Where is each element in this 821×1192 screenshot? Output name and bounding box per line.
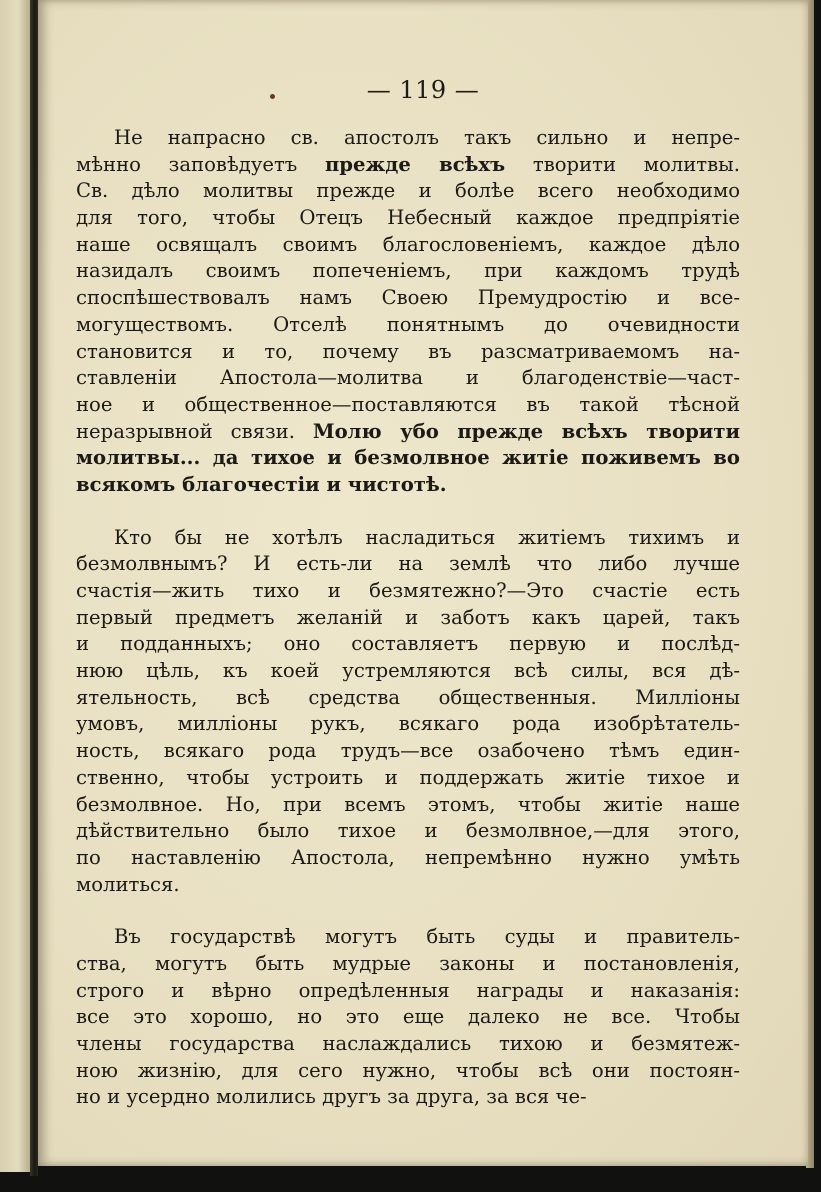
text-segment: для того, чтобы Отецъ Небесный каждое предпріятіе [76, 206, 740, 230]
text-segment: споспѣшествовалъ намъ Своею Премудростію и все- [76, 286, 740, 310]
text-segment: все это хорошо, но это еще далеко не все. Чтобы [76, 1005, 740, 1029]
text-segment: Кто бы не хотѣлъ насладиться житіемъ тихимъ и [114, 525, 740, 549]
text-segment: Не напрасно св. апостолъ такъ сильно и непре- [114, 126, 740, 149]
text-line [76, 472, 740, 499]
text-line [76, 392, 740, 419]
text-segment: становится и то, почему въ разсматриваемомъ на- [76, 339, 740, 363]
text-segment: по наставленію Апостола, непремѣнно нужно умѣть [76, 845, 740, 869]
text-segment: члены государства наслаждались тихою и безмятеж- [76, 1032, 740, 1055]
book-page [38, 0, 808, 1166]
text-line [76, 792, 740, 819]
text-segment: мѣнно заповѣдуетъ [76, 152, 325, 176]
text-segment: ятельность, всѣ средства общественныя. Милліоны [76, 685, 740, 709]
text-line [76, 525, 740, 552]
text-line [76, 445, 740, 472]
text-line [76, 419, 740, 446]
ink-spot [270, 94, 275, 99]
text-line [76, 152, 740, 179]
book-gutter [30, 0, 38, 1176]
text-segment: ное и общественное—поставляются въ такой тѣсной [76, 392, 740, 416]
text-segment: первый предметъ желаній и заботъ какъ царей, такъ [76, 605, 740, 629]
text-line [76, 711, 740, 738]
text-segment: наше освящалъ своимъ благословеніемъ, каждое дѣло [76, 232, 740, 256]
page-body-text [76, 125, 740, 1111]
facing-page-edge [0, 0, 30, 1172]
emphasized-text: молитвы... да тихое и безмолвное житіе поживемъ во [76, 446, 740, 470]
text-line [76, 845, 740, 872]
text-line [76, 365, 740, 392]
text-segment: неразрывной связи. [76, 419, 313, 443]
text-segment: счастія—жить тихо и безмятежно?—Это счастіе есть [76, 579, 740, 602]
text-segment: творити молитвы. [505, 152, 740, 176]
text-segment: назидалъ своимъ попеченіемъ, при каждомъ трудѣ [76, 259, 740, 283]
text-segment: безмолвное. Но, при всемъ этомъ, чтобы житіе наше [76, 792, 740, 816]
text-line [76, 178, 740, 205]
text-line [76, 685, 740, 712]
text-segment: ственно, чтобы устроить и поддержать житіе тихое и [76, 765, 740, 789]
text-segment: ною жизнію, для сего нужно, чтобы всѣ они постоян- [76, 1058, 740, 1082]
text-segment: могуществомъ. Отселѣ понятнымъ до очевидности [76, 312, 740, 336]
text-line [76, 285, 740, 312]
text-line [76, 339, 740, 366]
text-line [76, 1058, 740, 1085]
paragraph [76, 924, 740, 1111]
text-line [76, 1084, 740, 1111]
text-line [76, 312, 740, 339]
text-segment: дѣйствительно было тихое и безмолвное,—для этого, [76, 819, 740, 843]
text-line [76, 631, 740, 658]
emphasized-text: прежде всѣхъ [324, 152, 506, 176]
text-line [76, 578, 740, 605]
text-segment: Св. дѣло молитвы прежде и болѣе всего необходимо [76, 179, 740, 203]
text-line [76, 605, 740, 632]
text-line [76, 258, 740, 285]
page-number-header: — 119 — [366, 76, 480, 104]
text-segment: и подданныхъ; оно составляетъ первую и послѣд- [76, 632, 740, 656]
text-line [76, 1004, 740, 1031]
emphasized-text: всякомъ благочестіи и чистотѣ. [76, 472, 447, 496]
text-line [76, 551, 740, 578]
text-segment: ность, всякаго рода трудъ—все озабочено тѣмъ един- [76, 739, 740, 763]
text-line [76, 738, 740, 765]
text-line [76, 872, 740, 899]
text-line [76, 1031, 740, 1058]
text-line [76, 658, 740, 685]
text-segment: безмолвнымъ? И есть-ли на землѣ что либо лучше [76, 552, 740, 576]
text-segment: умовъ, милліоны рукъ, всякаго рода изобрѣтатель- [76, 712, 740, 736]
text-line [76, 125, 740, 152]
text-line [76, 818, 740, 845]
text-segment: ставленіи Апостола—молитва и благоденствіе—част- [76, 366, 740, 390]
text-segment: но и усердно молились другъ за друга, за вся че- [76, 1085, 587, 1109]
text-segment: ства, могутъ быть мудрые законы и постановленія, [76, 951, 740, 975]
text-line [76, 978, 740, 1005]
text-line [76, 232, 740, 259]
text-line [76, 951, 740, 978]
text-segment: молиться. [76, 872, 180, 896]
text-segment: строго и вѣрно опредѣленныя награды и наказанія: [76, 978, 740, 1002]
text-segment: Въ государствѣ могутъ быть суды и правитель- [114, 925, 740, 949]
text-line [76, 765, 740, 792]
text-line [76, 924, 740, 951]
text-segment: нюю цѣль, къ коей устремляются всѣ силы, вся дѣ- [76, 659, 740, 683]
emphasized-text: Молю убо прежде всѣхъ творити [312, 419, 740, 443]
paragraph [76, 525, 740, 899]
paragraph [76, 125, 740, 499]
text-line [76, 205, 740, 232]
